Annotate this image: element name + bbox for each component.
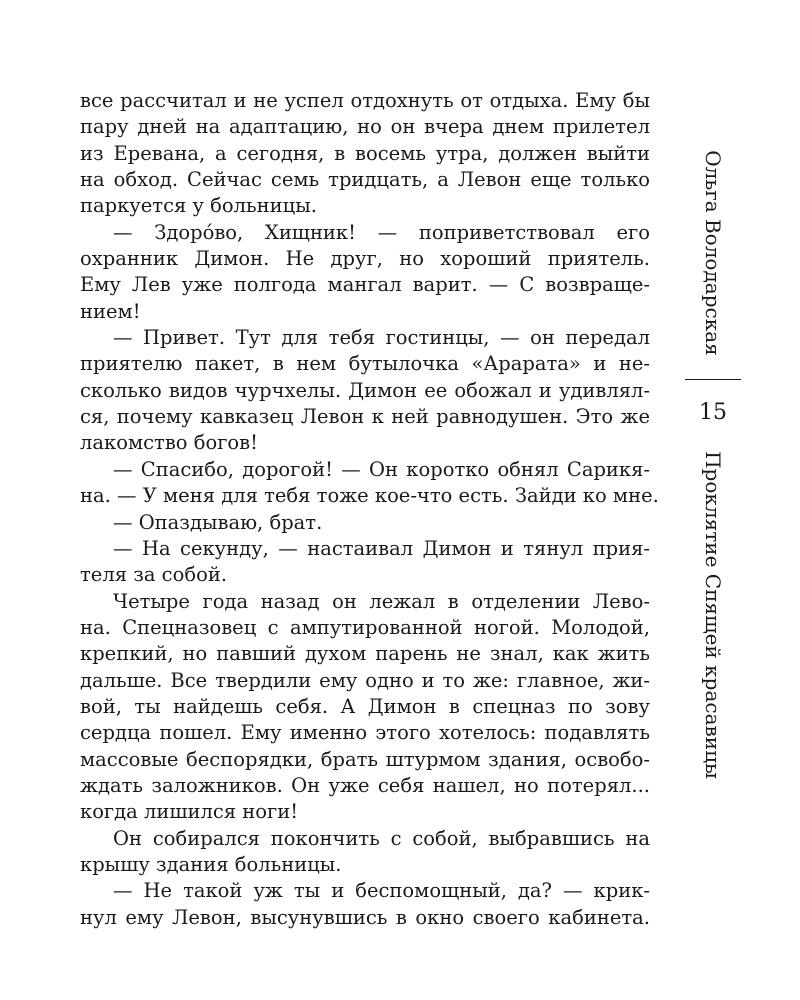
text-line: охранник Димон. Не друг, но хороший приятель. — [80, 247, 650, 271]
text-line: Он собирался покончить с собой, выбравшись на — [113, 826, 650, 850]
text-line: сколько видов чурчхелы. Димон ее обожал и удивлял- — [80, 378, 650, 402]
book-title: Проклятие Спящей красавицы — [700, 451, 725, 779]
text-line: — Опаздываю, брат. — [113, 510, 323, 534]
text-line: — Привет. Тут для тебя гостинцы, — он передал — [113, 326, 650, 350]
text-line: массовые беспорядки, брать штурмом здания, освобо- — [80, 747, 650, 771]
text-line: теля за собой. — [80, 563, 228, 587]
text-line: ждать заложников. Он уже себя нашел, но потерял... — [80, 773, 650, 797]
text-line: на обход. Сейчас семь тридцать, а Левон еще только — [80, 168, 650, 192]
text-line: нул ему Левон, высунувшись в окно своего кабинета. — [80, 905, 650, 929]
text-line: Ему Лев уже полгода мангал варит. — С возвраще- — [80, 273, 650, 297]
text-line: нием! — [80, 299, 141, 323]
text-line: крепкий, но павший духом парень не знал, как жить — [80, 642, 650, 666]
text-line: крышу здания больницы. — [80, 852, 342, 876]
text-line: — На секунду, — настаивал Димон и тянул прия- — [113, 536, 650, 560]
text-line: Четыре года назад он лежал в отделении Лево- — [113, 589, 650, 613]
text-line: на. — У меня для тебя тоже кое-что есть. Зайди ко мне. — [80, 484, 659, 508]
body-text — [80, 88, 659, 931]
text-line: когда лишился ноги! — [80, 800, 299, 824]
text-line: паркуется у больницы. — [80, 194, 317, 218]
page-number: 15 — [699, 400, 727, 425]
text-line: пару дней на адаптацию, но он вчера днем прилетел — [80, 115, 650, 139]
text-line: лакомство богов! — [80, 431, 258, 455]
text-line: вой, ты найдешь себя. А Димон в спецназ по зову — [80, 694, 650, 718]
text-line: на. Спецназовец с ампутированной ногой. Молодой, — [80, 615, 650, 639]
text-line: ся, почему кавказец Левон к ней равнодушен. Это же — [80, 405, 650, 429]
text-line: из Еревана, а сегодня, в восемь утра, должен выйти — [80, 141, 650, 165]
author-name: Ольга Володарская — [700, 150, 725, 356]
text-line: — Здоро́во, Хищник! — поприветствовал его — [113, 220, 650, 244]
text-line: все рассчитал и не успел отдохнуть от отдыха. Ему бы — [80, 89, 650, 112]
header-divider — [685, 379, 741, 380]
text-line: — Спасибо, дорогой! — Он коротко обнял Сарикя- — [113, 457, 650, 481]
text-line: — Не такой уж ты и беспомощный, да? — крик- — [113, 879, 650, 903]
text-line: дальше. Все твердили ему одно и то же: главное, жи- — [80, 668, 650, 692]
text-line: приятелю пакет, в нем бутылочка «Арарата» и не- — [80, 352, 650, 376]
text-line: сердца пошел. Ему именно этого хотелось: подавлять — [80, 721, 650, 745]
